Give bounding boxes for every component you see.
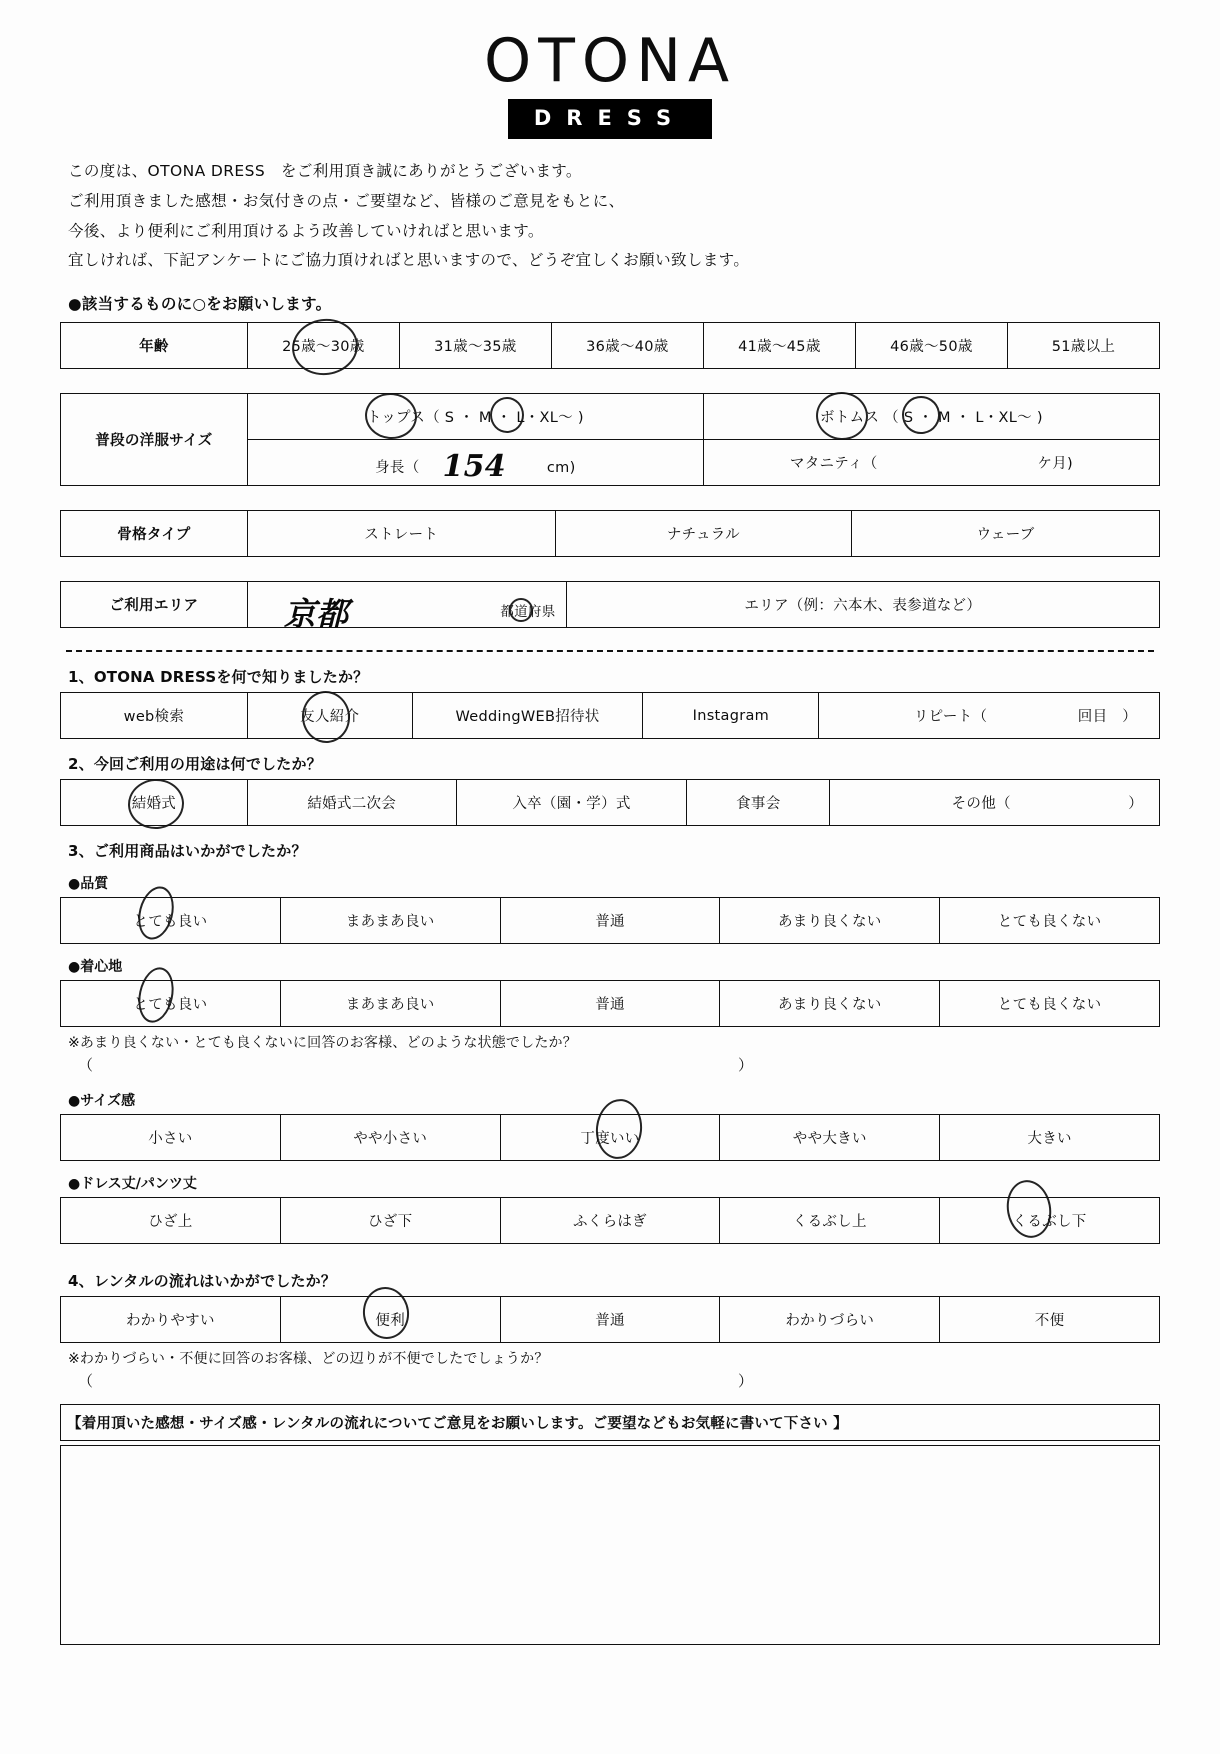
intro-line-4: 宜しければ、下記アンケートにご協力頂ければと思いますので、どうぞ宜しくお願い致します。 [68,251,750,270]
quality-option-very-bad[interactable]: とても良くない [940,898,1160,944]
table-row [61,1115,1160,1161]
age-option-31-35[interactable]: 31歳～35歳 [399,323,551,369]
q1-option-label: 友人紹介 [300,709,360,725]
height-cell[interactable] [247,440,703,486]
intro-line-2: ご利用頂きました感想・お気付きの点・ご要望など、皆様のご意見をもとに、 [68,191,625,210]
fit-option-just-right[interactable] [500,1115,720,1161]
q4-option-confusing[interactable]: わかりづらい [720,1297,940,1343]
table-row [61,981,1160,1027]
q4-option-normal[interactable]: 普通 [500,1297,720,1343]
table-row [61,693,1160,739]
intro-text [68,157,1160,276]
q2-option-after-party[interactable]: 結婚式二次会 [247,780,456,826]
height-unit: cm) [546,460,576,476]
q3-fit-label: ●サイズ感 [68,1093,136,1109]
q2-option-wedding[interactable] [61,780,248,826]
q2-table [60,779,1160,826]
q4-option-inconvenient[interactable]: 不便 [940,1297,1160,1343]
height-value-handwritten: 154 [442,449,506,484]
q4-option-easy[interactable]: わかりやすい [61,1297,281,1343]
table-row [61,898,1160,944]
table-row [61,1198,1160,1244]
maternity-unit: ケ月) [1037,456,1073,472]
age-option-label: 25歳～30歳 [282,339,365,355]
comfort-option-not-good[interactable]: あまり良くない [720,981,940,1027]
bottoms-size-cell[interactable] [703,394,1159,440]
prefecture-value-handwritten: 京都 [283,594,349,633]
fit-option-big[interactable]: 大きい [940,1115,1160,1161]
q1-option-wedding-web[interactable]: WeddingWEB招待状 [412,693,643,739]
q1-repeat-label: リピート（ [913,709,988,725]
q1-option-instagram[interactable]: Instagram [643,693,819,739]
q2-option-ceremony[interactable]: 入卒（園・学）式 [456,780,687,826]
quality-option-normal[interactable]: 普通 [500,898,720,944]
length-option-above-knee[interactable]: ひざ上 [61,1198,281,1244]
q4-option-label: 便利 [375,1313,405,1329]
prefecture-suffix: 都道府県 [500,603,556,620]
quality-option-very-good[interactable] [61,898,281,944]
intro-line-1: この度は、OTONA DRESS をご利用頂き誠にありがとうございます。 [68,162,582,180]
q3-comfort-label: ●着心地 [68,959,123,975]
q2-title: 2、今回ご利用の用途は何でしたか？ [68,755,322,773]
comfort-option-ok[interactable]: まあまあ良い [280,981,500,1027]
logo-wordmark: OTONA [483,26,737,96]
age-label: 年齢 [61,323,248,369]
q1-option-repeat[interactable] [819,693,1160,739]
q4-option-convenient[interactable] [280,1297,500,1343]
q4-table [60,1296,1160,1343]
maternity-label: マタニティ（ [789,456,878,472]
q3-comfort-table [60,980,1160,1027]
circle-instruction: ●該当するものに○をお願いします。 [68,295,332,313]
q3-comfort-note: ※あまり良くない・とても良くないに回答のお客様、どのような状態でしたか？ [68,1035,577,1051]
comfort-option-very-good[interactable] [61,981,281,1027]
q3-fit-table [60,1114,1160,1161]
logo-subbanner: DRESS [508,99,712,139]
divider-dashed [66,650,1154,652]
area-label: ご利用エリア [61,582,248,628]
age-option-51-plus[interactable]: 51歳以上 [1007,323,1159,369]
length-option-below-ankle[interactable] [940,1198,1160,1244]
clothing-size-label: 普段の洋服サイズ [61,394,248,486]
q2-option-other[interactable] [830,780,1160,826]
paren-close: ） [738,1372,754,1390]
table-row [61,1297,1160,1343]
q3-comfort-answer-line[interactable] [78,1054,1160,1078]
maternity-cell[interactable] [703,440,1159,486]
tops-size-label: トップス（ S ・ M ・ L・XL～ ) [366,410,584,426]
q3-length-label: ●ドレス丈/パンツ丈 [68,1176,197,1192]
quality-option-not-good[interactable]: あまり良くない [720,898,940,944]
comfort-option-normal[interactable]: 普通 [500,981,720,1027]
intro-line-3: 今後、より便利にご利用頂けるよう改善していければと思います。 [68,221,544,240]
fit-option-small[interactable]: 小さい [61,1115,281,1161]
q3-quality-label: ●品質 [68,876,109,892]
paren-open: （ [78,1056,94,1074]
q1-repeat-suffix: 回目 ） [1077,709,1137,725]
q2-other-label: その他（ [951,796,1011,812]
q1-table [60,692,1160,739]
table-row [61,323,1160,369]
age-option-36-40[interactable]: 36歳～40歳 [551,323,703,369]
q3-quality-table [60,897,1160,944]
comment-title: 【着用頂いた感想・サイズ感・レンタルの流れについてご意見をお願いします。ご要望などもお気軽に書いて下さい 】 [60,1404,1160,1441]
quality-option-label: とても良い [133,914,208,930]
fit-option-slightly-big[interactable]: やや大きい [720,1115,940,1161]
length-option-below-knee[interactable]: ひざ下 [280,1198,500,1244]
brand-logo [60,0,1160,139]
q2-option-dining[interactable]: 食事会 [687,780,830,826]
area-table [60,581,1160,633]
comment-box[interactable] [60,1445,1160,1645]
paren-close: ） [738,1056,754,1074]
table-row [61,511,1160,557]
body-type-option-natural[interactable]: ナチュラル [555,511,852,557]
area-detail-cell[interactable] [566,582,1159,628]
quality-option-ok[interactable]: まあまあ良い [280,898,500,944]
q4-answer-line[interactable] [78,1370,1160,1394]
age-option-46-50[interactable]: 46歳～50歳 [855,323,1007,369]
body-type-option-wave[interactable]: ウェーブ [852,511,1160,557]
q2-option-label: 結婚式 [131,796,177,812]
q1-title: 1、OTONA DRESSを何で知りましたか？ [68,668,369,686]
q1-option-web[interactable]: web検索 [61,693,248,739]
clothing-size-table [60,393,1160,486]
age-option-41-45[interactable]: 41歳～45歳 [703,323,855,369]
table-row [61,394,1160,440]
q2-other-suffix: ） [1128,796,1143,812]
body-type-option-straight[interactable]: ストレート [247,511,555,557]
body-type-table [60,510,1160,557]
tops-size-cell[interactable] [247,394,703,440]
fit-option-slightly-small[interactable]: やや小さい [280,1115,500,1161]
height-label: 身長（ [375,460,420,476]
area-hint: エリア（例：六本木、表参道など） [744,598,982,614]
comfort-option-very-bad[interactable]: とても良くない [940,981,1160,1027]
bottoms-size-label: ボトムス （ S ・ M ・ L・XL～ ) [820,410,1043,426]
fit-option-label: 丁度いい [580,1131,640,1147]
length-option-label: くるぶし下 [1012,1214,1087,1230]
length-option-above-ankle[interactable]: くるぶし上 [720,1198,940,1244]
age-table [60,322,1160,369]
body-type-label: 骨格タイプ [61,511,248,557]
table-row [61,582,1160,628]
q3-length-table [60,1197,1160,1244]
age-option-25-30[interactable] [247,323,399,369]
q3-title: 3、ご利用商品はいかがでしたか？ [68,842,307,860]
q4-title: 4、レンタルの流れはいかがでしたか？ [68,1272,337,1290]
table-row [61,780,1160,826]
length-option-calf[interactable]: ふくらはぎ [500,1198,720,1244]
q1-option-friend[interactable] [247,693,412,739]
comfort-option-label: とても良い [133,997,208,1013]
prefecture-cell[interactable] [247,582,566,633]
q4-note: ※わかりづらい・不便に回答のお客様、どの辺りが不便でしたでしょうか？ [68,1351,549,1367]
paren-open: （ [78,1372,94,1390]
